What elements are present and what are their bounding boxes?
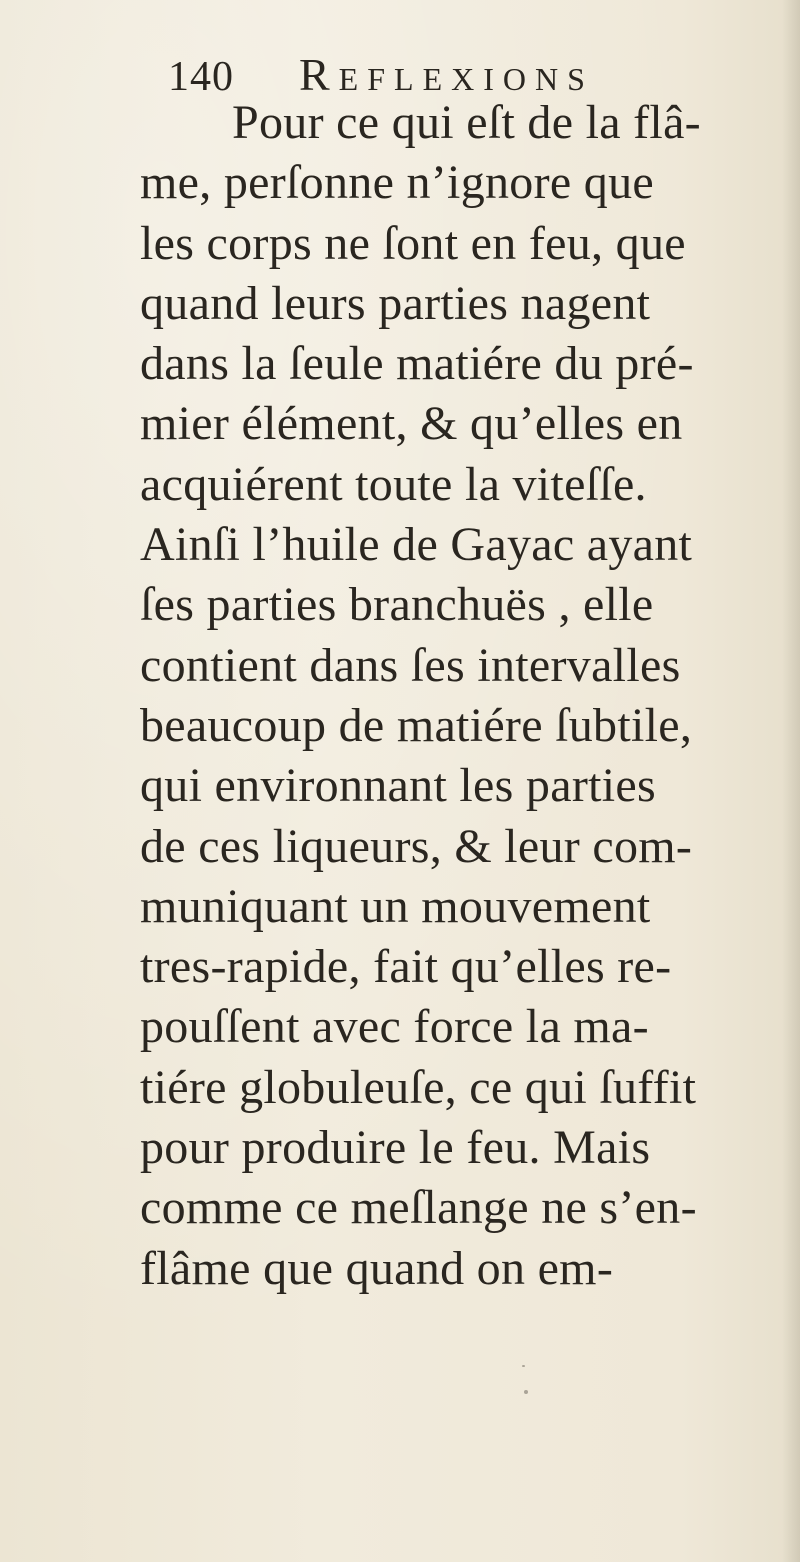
text-line: comme ce meſlange ne s’en- [140, 1181, 697, 1235]
ink-speck [522, 1365, 525, 1367]
text-line: Ainſi l’huile de Gayac ayant [140, 518, 693, 572]
text-line: les corps ne ſont en feu, que [140, 216, 686, 270]
page-edge-shadow [782, 0, 800, 1562]
text-line: qui environnant les parties [140, 759, 656, 813]
text-line: acquiérent toute la viteſſe. [140, 457, 647, 511]
text-line: muniquant un mouvement [140, 879, 651, 933]
ink-speck [524, 1390, 528, 1394]
text-line: pouſſent avec force la ma- [140, 1000, 649, 1054]
text-line: ſes parties branchuës , elle [140, 578, 654, 632]
text-line: dans la ſeule matiére du pré- [140, 337, 694, 391]
text-line: beaucoup de matiére ſubtile, [140, 698, 693, 752]
page-number: 140 [168, 54, 234, 100]
running-head: Reflexions [299, 49, 594, 100]
text-line: tiére globuleuſe, ce qui ſuffit [140, 1060, 697, 1114]
body-text [140, 93, 760, 1299]
text-line: pour produire le feu. Mais [140, 1121, 651, 1175]
text-line: mier élément, & qu’elles en [140, 397, 683, 451]
text-line: tres-rapide, fait qu’elles re- [140, 940, 672, 994]
text-line: flâme que quand on em- [140, 1241, 614, 1295]
text-line: de ces liqueurs, & leur com- [140, 819, 693, 873]
text-line: me, perſonne n’ignore que [140, 156, 654, 210]
text-line: Pour ce qui eſt de la flâ- [232, 96, 701, 149]
text-line: quand leurs parties nagent [140, 276, 651, 330]
text-line: contient dans ſes intervalles [140, 638, 681, 692]
